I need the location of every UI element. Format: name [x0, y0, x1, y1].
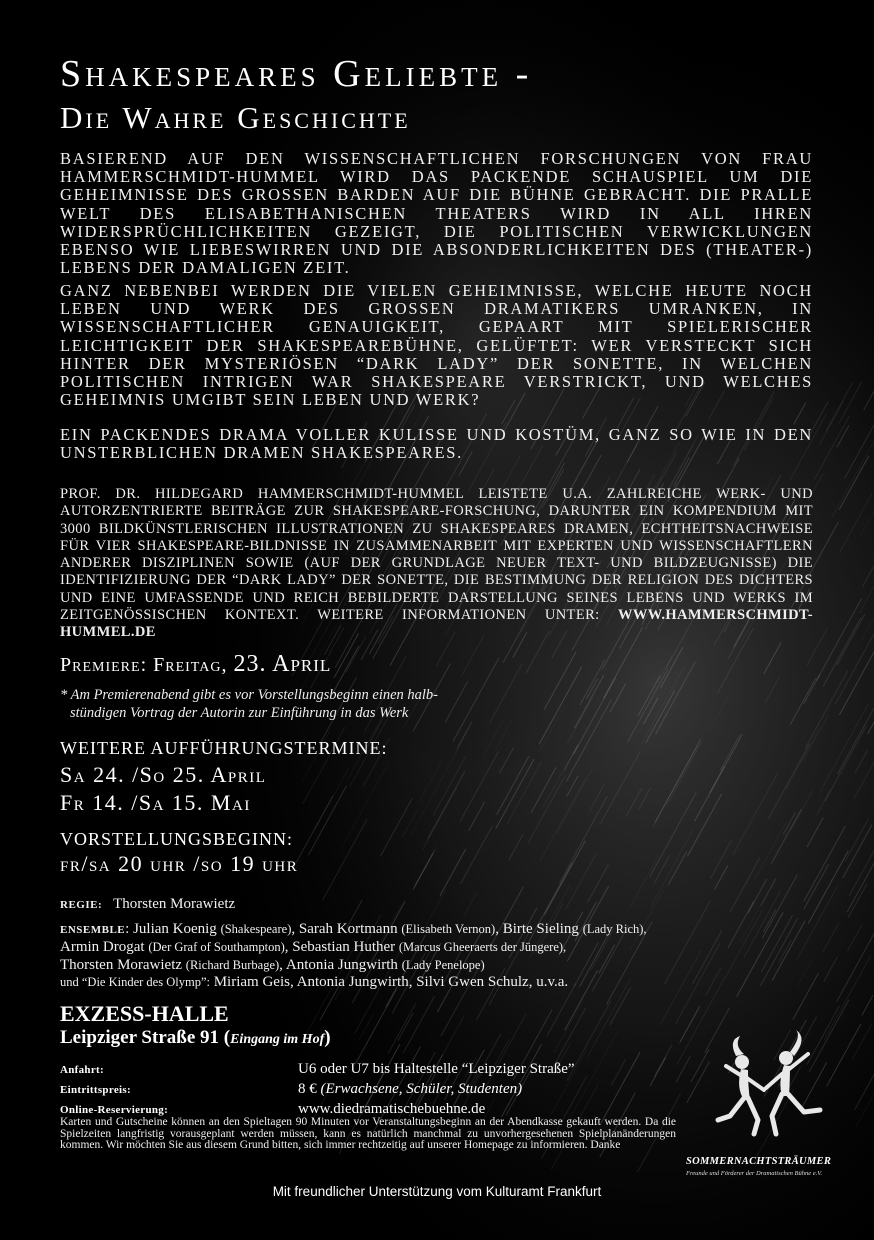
actor-role: (Der Graf of Southampton) — [148, 940, 285, 954]
intro-text-2: GANZ NEBENBEI WERDEN DIE VIELEN GEHEIMNISSE, WELCHE HEUTE NOCH LEBEN UND WERK DES GROSSEN DRAMATIKERS UMRANKEN, IN WISSENSCHAFTLICHER GENAUIGKEIT, GEPAART MIT SPIELERISCHER LEICHTIGKEIT DER SHAKESPEAREBÜHNE, GELÜFTET: WER VERSTECKT SICH HINTER DER MYSTERIÖSEN “DARK LADY” DER SONETTE, IN WELCHEN POLITISCHEN INTRIGEN WAR SHAKESPEARE VERSTRICKT, UND WELCHES GEHEIMNIS UMGIBT SEIN LEBEN UND WERK? — [60, 281, 813, 410]
actor-name: Birte Sieling — [502, 920, 579, 937]
ensemble-line-3: Thorsten Morawietz (Richard Burbage), Antonia Jungwirth (Lady Penelope) — [60, 956, 485, 973]
credits — [60, 896, 820, 992]
venue-entrance-hint: Eingang im Hof — [230, 1032, 325, 1047]
premiere-note-line-2: stündigen Vortrag der Autorin zur Einführung in das Werk — [70, 705, 409, 721]
ensemble-line-1: ENSEMBLE: Julian Koenig (Shakespeare), Sarah Kortmann (Elisabeth Vernon), Birte Sieling (Lady Rich), — [60, 920, 647, 937]
preis-value — [298, 1081, 522, 1098]
sommernachtstraeumer-logo — [682, 1030, 852, 1190]
reservierung-link[interactable]: www.diedramatischebuehne.de — [298, 1101, 486, 1117]
preis-note: (Erwachsene, Schüler, Studenten) — [320, 1081, 523, 1097]
premiere-date: 23. April — [233, 651, 332, 677]
venue-close-paren: ) — [324, 1027, 331, 1048]
author-bio-text: PROF. DR. HILDEGARD HAMMERSCHMIDT-HUMMEL LEISTETE U.A. ZAHLREICHE WERK- UND AUTORZENTRIERTE BEITRÄGE ZUR SHAKESPEARE-FORSCHUNG, DARUNTER EIN KOMPENDIUM MIT 3000 BILDKÜNSTLERISCHEN ILLUSTRATIONEN ZU SHAKESPEARES DRAMEN, ECHTHEITSNACHWEISE FÜR VIER SHAKESPEARE-BILDNISSE IN ZUSAMMENARBEIT MIT EXPERTEN UND WISSENSCHAFTLERN ANDERER DISZIPLINEN SOWIE (AUF DER GRUNDLAGE NEUER TEXT- UND BILDZEUGNISSE) DIE IDENTIFIZIERUNG DER “DARK LADY” DER SONETTE, DIE BESTIMMUNG DER RELIGION DES DICHTERS UND EINE UMFASSENDE UND REICH BEBILDERTE DARSTELLUNG SEINES LEBENS UND WERKS IM ZEITGENÖSSISCHEN KONTEXT. WEITERE INFORMATIONEN UNTER: — [60, 486, 813, 624]
actor-name: Antonia Jungwirth — [285, 956, 398, 973]
preis-label: Eintrittspreis: — [60, 1084, 131, 1096]
start-label: VORSTELLUNGSBEGINN: — [60, 829, 293, 849]
dancing-figures-icon — [692, 1030, 842, 1154]
actor-name: Julian Koenig — [133, 920, 217, 937]
sponsor-line: Mit freundlicher Unterstützung vom Kulturamt Frankfurt — [272, 1184, 602, 1199]
dates-line-1: Sa 24. /So 25. April — [60, 762, 267, 787]
venue-name: EXZESS-HALLE — [60, 1001, 229, 1026]
premiere-line — [60, 651, 331, 678]
logo-subtitle: Freunde und Förderer der Dramatischen Bühne e.V. — [686, 1170, 822, 1177]
actor-name: Sebastian Huther — [292, 939, 396, 955]
venue-address — [60, 1027, 331, 1049]
ensemble-label: ENSEMBLE — [60, 923, 126, 936]
preis-amount: 8 € — [298, 1081, 317, 1097]
ensemble-line-2: Armin Drogat (Der Graf of Southampton), Sebastian Huther (Marcus Gheeraerts der Jüngere), — [60, 939, 567, 955]
reservierung-label: Online-Reservierung: — [60, 1104, 169, 1116]
venue-street: Leipziger Straße 91 ( — [60, 1027, 231, 1048]
actor-name: Armin Drogat — [60, 939, 145, 955]
logo-name: SOMMERNACHTSTRÄUMER — [686, 1156, 832, 1167]
dates-line-2: Fr 14. /Sa 15. Mai — [60, 790, 251, 815]
regie-name: Thorsten Morawietz — [113, 896, 236, 912]
ensemble-group-names: Miriam Geis, Antonia Jungwirth, Silvi Gwen Schulz, u.v.a. — [213, 974, 569, 990]
premiere-note-line-1: * Am Premierenabend gibt es vor Vorstellungsbeginn einen halb- — [60, 687, 439, 703]
anfahrt-label: Anfahrt: — [60, 1064, 104, 1076]
title-line-2: Die Wahre Geschichte — [60, 100, 411, 135]
actor-role: (Shakespeare) — [220, 921, 292, 936]
start-times: fr/sa 20 uhr /so 19 uhr — [60, 851, 299, 876]
actor-name: Thorsten Morawietz — [60, 956, 183, 973]
actor-role: (Marcus Gheeraerts der Jüngere), — [398, 940, 567, 954]
dates-label: WEITERE AUFFÜHRUNGSTERMINE: — [60, 738, 388, 758]
actor-role: (Lady Penelope) — [401, 957, 485, 972]
regie-line — [60, 896, 820, 915]
ensemble-group-label: und “Die Kinder des Olymp”: — [60, 975, 210, 989]
intro-paragraph-2 — [60, 282, 813, 409]
intro-text-3: EIN PACKENDES DRAMA VOLLER KULISSE UND KOSTÜM, GANZ SO WIE IN DEN UNSTERBLICHEN DRAMEN SHAKESPEARES. — [60, 425, 813, 463]
anfahrt-value: U6 oder U7 bis Haltestelle “Leipziger Straße” — [298, 1061, 575, 1077]
actor-role: (Richard Burbage) — [185, 957, 280, 972]
ensemble-line-4 — [60, 974, 820, 992]
author-bio — [60, 486, 813, 642]
regie-label: REGIE: — [60, 899, 103, 911]
premiere-label: Premiere: Freitag, — [60, 654, 234, 676]
fine-print: Karten und Gutscheine können an den Spieltagen 90 Minuten vor Veranstaltungsbeginn an der Abendkasse gekauft werden. Da die Spielzeiten langfristig vorausgeplant werden müssen, kann es natürlich manchmal zu unvorhergesehenen Spielplanänderungen kommen. Wir möchten Sie aus diesem Grund bitten, sich immer rechtzeitig auf unserer Homepage zu informieren. Danke — [60, 1116, 676, 1151]
actor-role: (Lady Rich), — [582, 921, 647, 936]
intro-paragraph-3 — [60, 426, 813, 462]
author-website-link[interactable]: WWW.HAMMERSCHMIDT-HUMMEL.DE — [60, 607, 813, 641]
title-line-1: Shakespeares Geliebte - — [60, 53, 533, 95]
actor-role: (Elisabeth Vernon) — [401, 921, 496, 936]
intro-paragraph-1 — [60, 150, 813, 277]
intro-text-1: BASIEREND AUF DEN WISSENSCHAFTLICHEN FORSCHUNGEN VON FRAU HAMMERSCHMIDT-HUMMEL WIRD DAS PACKENDE SCHAUSPIEL UM DIE GEHEIMNISSE DES GROSSEN BARDEN AUF DIE BÜHNE GEBRACHT. DIE PRALLE WELT DES ELISABETHANISCHEN THEATERS WIRD IN ALL IHREN WIDERSPRÜCHLICHKEITEN GEZEIGT, DIE POLITISCHEN VERWICKLUNGEN EBENSO WIE LIEBESWIRREN UND DIE ABSONDERLICHKEITEN DES (THEATER-) LEBENS DER DAMALIGEN ZEIT. — [60, 149, 813, 278]
premiere-note — [60, 686, 530, 722]
actor-name: Sarah Kortmann — [298, 920, 398, 937]
